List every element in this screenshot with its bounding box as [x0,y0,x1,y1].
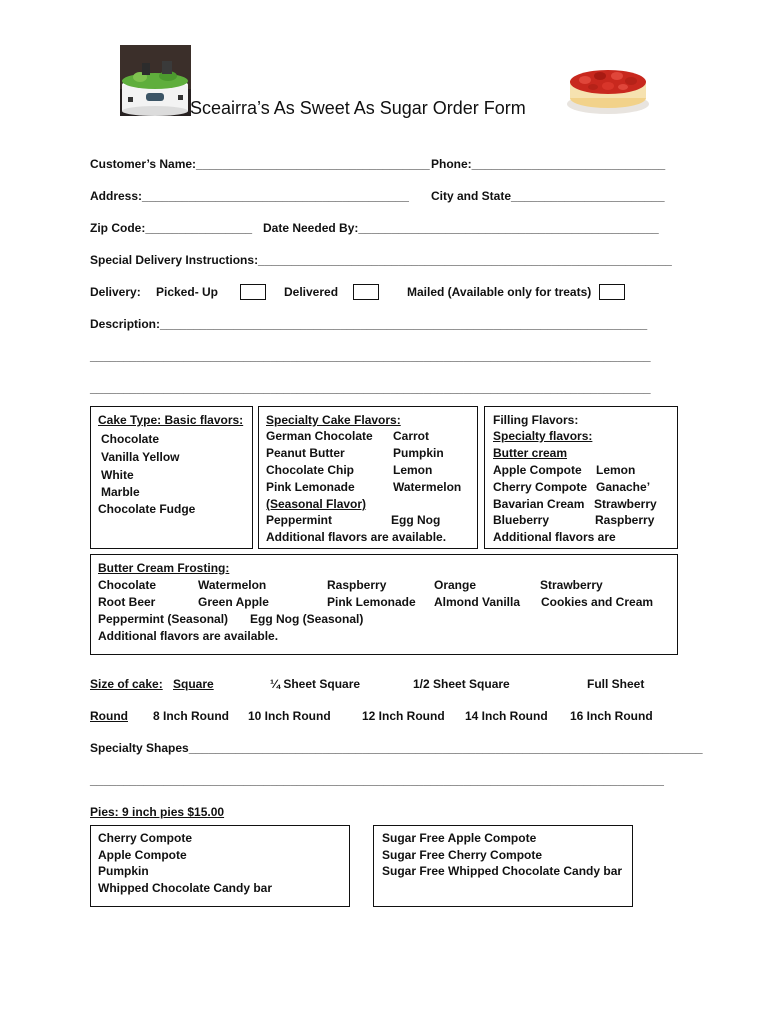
frosting-flavor: Strawberry [540,578,603,592]
filling-flavor: Raspberry [595,513,655,527]
filling-flavor: Lemon [596,463,636,477]
filling-flavor: Ganache’ [596,480,651,494]
frosting-flavor: Green Apple [198,595,269,609]
specialty-flavor: Chocolate Chip [266,463,355,477]
size-option-quarter-sheet[interactable]: ¼ Sheet Square [270,677,361,691]
size-option-10-inch[interactable]: 10 Inch Round [248,709,331,723]
specialty-flavor: Pumpkin [393,446,444,460]
cake-type-item: Vanilla Yellow [101,450,180,464]
filling-flavor: Apple Compote [493,463,582,477]
pie-item: Sugar Free Whipped Chocolate Candy bar [382,864,623,878]
frosting-footer: Additional flavors are available. [98,629,279,643]
zip-code-field[interactable]: Zip Code:________________ [90,221,253,235]
frosting-flavor: Chocolate [98,578,157,592]
pie-item: Pumpkin [98,864,149,878]
frosting-flavor: Raspberry [327,578,387,592]
frosting-flavor: Egg Nog (Seasonal) [250,612,364,626]
strawberry-cheesecake-photo [565,54,651,116]
seasonal-flavor-note: (Seasonal Flavor) [266,497,367,511]
date-needed-field[interactable]: Date Needed By:_____________________________________________ [263,221,659,235]
filling-subheading: Specialty flavors: [493,429,593,443]
description-line-3[interactable]: ____________________________________________________________________________________ [90,381,651,395]
specialty-flavor: Pink Lemonade [266,480,355,494]
size-label: Size of cake: [90,677,163,691]
delivered-checkbox[interactable] [353,284,379,300]
specialty-cake-box [258,406,478,549]
filling-flavor: Cherry Compote [493,480,588,494]
size-option-8-inch[interactable]: 8 Inch Round [153,709,229,723]
phone-field[interactable]: Phone:_____________________________ [431,157,666,171]
pie-item: Whipped Chocolate Candy bar [98,881,273,895]
mailed-option-label: Mailed (Available only for treats) [407,285,592,299]
description-line-2[interactable]: ____________________________________________________________________________________ [90,349,651,363]
cake-type-item: Chocolate [101,432,160,446]
pickup-checkbox[interactable] [240,284,266,300]
mailed-checkbox[interactable] [599,284,625,300]
size-option-14-inch[interactable]: 14 Inch Round [465,709,548,723]
pie-item: Sugar Free Cherry Compote [382,848,543,862]
pies-heading: Pies: 9 inch pies $15.00 [90,805,225,819]
filling-flavor: Blueberry [493,513,550,527]
description-field[interactable]: Description:_________________________________________________________________________ [90,317,648,331]
frosting-box [90,554,678,655]
filling-flavor: Bavarian Cream [493,497,585,511]
specialty-footer: Additional flavors are available. [266,530,447,544]
square-label: Square [173,677,214,691]
frosting-flavor: Cookies and Cream [541,595,654,609]
round-label: Round [90,709,128,723]
specialty-flavor: Watermelon [393,480,462,494]
cake-type-item: Chocolate Fudge [98,502,196,516]
specialty-cake-heading: Specialty Cake Flavors: [266,413,401,427]
pies-right-box [373,825,633,907]
pie-item: Apple Compote [98,848,187,862]
filling-footer: Additional flavors are [493,530,616,544]
specialty-flavor: Egg Nog [391,513,441,527]
size-option-16-inch[interactable]: 16 Inch Round [570,709,653,723]
specialty-flavor: German Chocolate [266,429,373,443]
page-title: Sceairra’s As Sweet As Sugar Order Form [190,98,526,118]
size-option-full-sheet[interactable]: Full Sheet [587,677,645,691]
frosting-heading: Butter Cream Frosting: [98,561,230,575]
cake-type-heading: Cake Type: Basic flavors: [98,413,244,427]
specialty-shapes-field[interactable]: Specialty Shapes_____________________________________________________________________________ [90,741,703,755]
filling-flavors-box [484,406,678,549]
specialty-flavor: Lemon [393,463,433,477]
frosting-flavor: Pink Lemonade [327,595,416,609]
pickup-option-label: Picked- Up [156,285,219,299]
filling-flavor: Strawberry [594,497,657,511]
specialty-shapes-line-2[interactable]: ______________________________________________________________________________________ [90,773,664,787]
customer-name-field[interactable]: Customer’s Name:___________________________________ [90,157,430,171]
pie-item: Cherry Compote [98,831,193,845]
cake-type-box [90,406,253,549]
frosting-flavor: Peppermint (Seasonal) [98,612,229,626]
cake-photo-left [120,45,191,116]
filling-heading: Filling Flavors: [493,413,579,427]
specialty-flavor: Peppermint [266,513,333,527]
delivered-option-label: Delivered [284,285,339,299]
frosting-flavor: Orange [434,578,477,592]
frosting-flavor: Almond Vanilla [434,595,521,609]
specialty-flavor: Peanut Butter [266,446,345,460]
city-state-field[interactable]: City and State_______________________ [431,189,665,203]
special-delivery-field[interactable]: Special Delivery Instructions:______________________________________________________________ [90,253,672,267]
delivery-label: Delivery: [90,285,141,299]
frosting-flavor: Root Beer [98,595,156,609]
filling-subheading-butter-cream: Butter cream [493,446,568,460]
size-option-12-inch[interactable]: 12 Inch Round [362,709,445,723]
cake-type-item: Marble [101,485,140,499]
size-option-half-sheet[interactable]: 1/2 Sheet Square [413,677,510,691]
specialty-flavor: Carrot [393,429,430,443]
address-field[interactable]: Address:________________________________________ [90,189,409,203]
pies-left-box [90,825,350,907]
frosting-flavor: Watermelon [198,578,267,592]
cake-type-item: White [101,468,134,482]
pie-item: Sugar Free Apple Compote [382,831,537,845]
